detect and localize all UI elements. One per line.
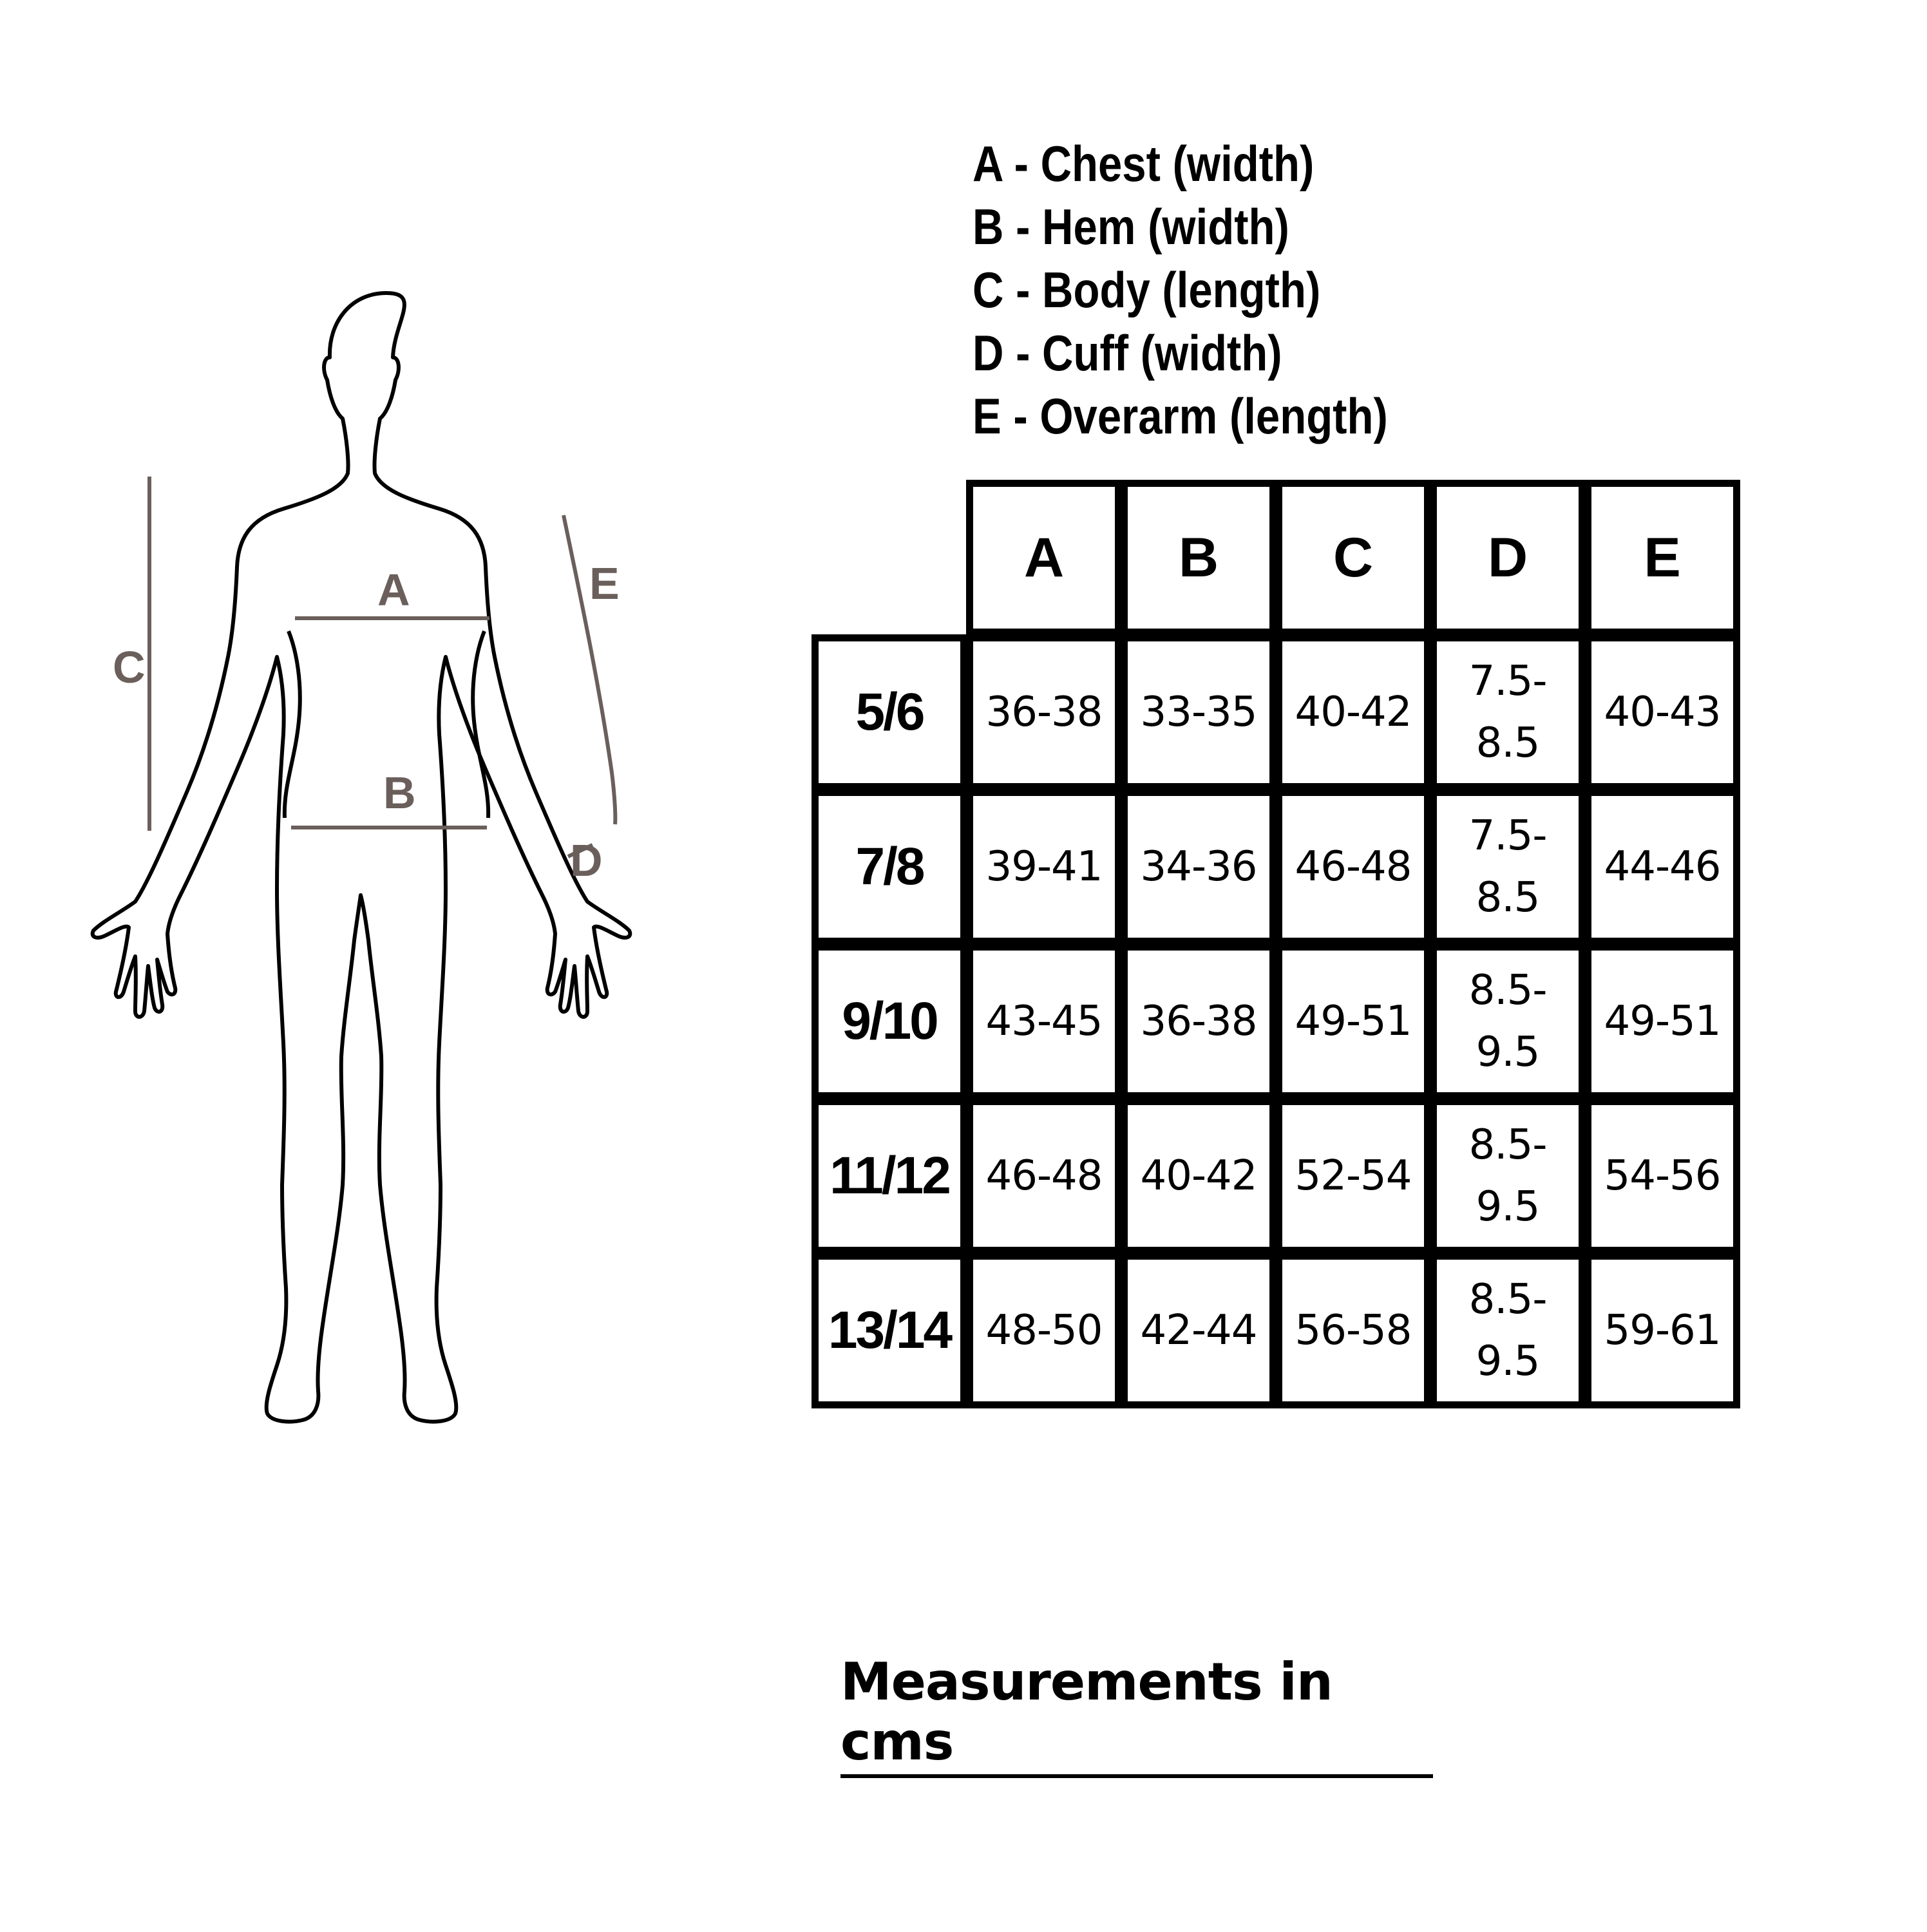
table-cell: 33-35 <box>1121 634 1277 790</box>
legend-item-c: C - Body (length) <box>973 261 1321 318</box>
figure-label-b: B <box>383 768 416 818</box>
table-cell: 54-56 <box>1584 1098 1740 1254</box>
table-cell: 46-48 <box>966 1098 1122 1254</box>
table-cell: 40-42 <box>1121 1098 1277 1254</box>
figure-label-e: E <box>589 558 620 609</box>
table-cell: 7.5- 8.5 <box>1430 634 1586 790</box>
table-cell: 36-38 <box>966 634 1122 790</box>
table-cell: 56-58 <box>1275 1253 1431 1408</box>
row-size-label: 7/8 <box>812 789 967 945</box>
figure-label-d: D <box>570 835 603 886</box>
left-waist-line <box>285 631 300 818</box>
table-cell: 40-42 <box>1275 634 1431 790</box>
units-note <box>840 1652 1433 1778</box>
column-header-e: E <box>1584 480 1740 636</box>
table-cell: 46-48 <box>1275 789 1431 945</box>
body-silhouette <box>93 293 631 1422</box>
column-header-d: D <box>1430 480 1586 636</box>
row-size-label: 9/10 <box>812 943 967 1099</box>
table-cell: 43-45 <box>966 943 1122 1099</box>
table-cell: 42-44 <box>1121 1253 1277 1408</box>
right-waist-line <box>473 631 488 818</box>
column-header-a: A <box>966 480 1122 636</box>
body-outline-figure <box>90 283 683 1481</box>
table-cell: 48-50 <box>966 1253 1122 1408</box>
table-cell: 34-36 <box>1121 789 1277 945</box>
body-outline-drawing <box>90 283 683 1481</box>
figure-label-a: A <box>377 565 410 615</box>
table-cell: 40-43 <box>1584 634 1740 790</box>
table-cell: 59-61 <box>1584 1253 1740 1408</box>
row-size-label: 5/6 <box>812 634 967 790</box>
table-cell: 52-54 <box>1275 1098 1431 1254</box>
size-chart-table <box>812 480 1745 1414</box>
table-cell: 44-46 <box>1584 789 1740 945</box>
row-size-label: 13/14 <box>812 1253 967 1408</box>
table-cell: 8.5- 9.5 <box>1430 943 1586 1099</box>
table-cell: 8.5- 9.5 <box>1430 1098 1586 1254</box>
measurement-legend <box>973 132 1552 448</box>
row-size-label: 11/12 <box>812 1098 967 1254</box>
figure-label-c: C <box>113 642 146 692</box>
table-cell: 49-51 <box>1275 943 1431 1099</box>
table-cell: 36-38 <box>1121 943 1277 1099</box>
column-header-b: B <box>1121 480 1277 636</box>
legend-item-a: A - Chest (width) <box>973 135 1315 192</box>
table-cell: 49-51 <box>1584 943 1740 1099</box>
table-cell: 39-41 <box>966 789 1122 945</box>
units-note-text: Measurements in cms <box>840 1652 1433 1778</box>
table-cell: 7.5- 8.5 <box>1430 789 1586 945</box>
column-header-c: C <box>1275 480 1431 636</box>
table-cell: 8.5- 9.5 <box>1430 1253 1586 1408</box>
legend-item-b: B - Hem (width) <box>973 198 1289 255</box>
legend-item-e: E - Overarm (length) <box>973 388 1388 444</box>
legend-item-d: D - Cuff (width) <box>973 325 1282 381</box>
